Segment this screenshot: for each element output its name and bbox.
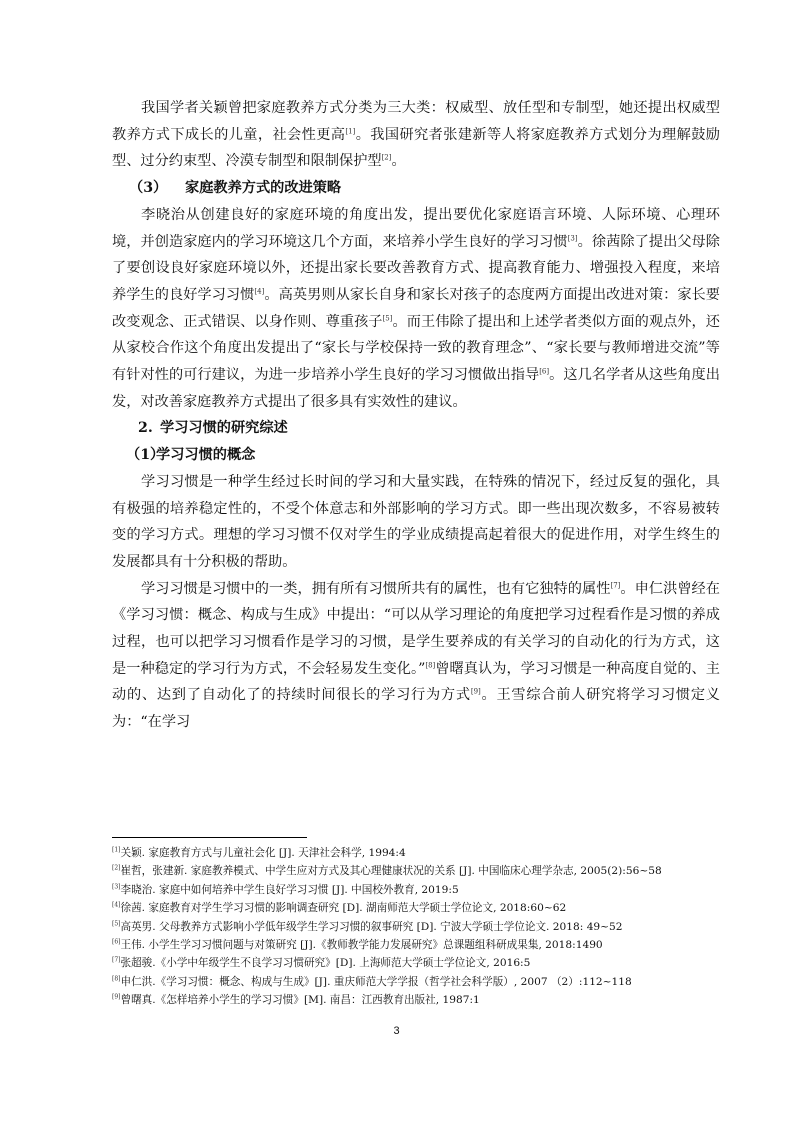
paragraph-text: 。徐茜除了提出父母除了要创设良好家庭环境以外，还提出家长要改善教育方式、提高教育能力、增强投入程度，来培养学生的良好学习习惯 [112, 233, 720, 303]
footnote-entry [112, 918, 752, 936]
footnote-reference[interactable]: [1] [345, 126, 356, 135]
footnote-text: 李晓治. 家庭中如何培养中学生良好学习习惯 [J]. 中国校外教育, 2019:5 [120, 883, 459, 896]
paragraph-text: 曾曙真认为，学习习惯是一种高度自觉的、主动的、达到了自动化了的持续时间很长的学习行为方式 [112, 660, 720, 704]
section-heading-learning-habits-review [112, 415, 720, 442]
footnote-entry [112, 899, 752, 917]
footnote-reference[interactable]: [9] [470, 687, 481, 696]
paragraph-text: 。这几名学者从这些角度出发，对改善家庭教养方式提出了很多具有实效性的建议。 [112, 367, 720, 410]
footnote-text: 高英男. 父母教养方式影响小学低年级学生学习习惯的叙事研究 [D]. 宁波大学硕士学位论文. 2018: 49~52 [120, 920, 623, 933]
footnote-reference[interactable]: [8] [425, 661, 436, 670]
heading-number: （3） [129, 180, 168, 197]
heading-title: 学习习惯的研究综述 [160, 420, 288, 437]
paragraph-group-strategies [112, 202, 720, 416]
page-number: 3 [393, 1025, 400, 1037]
heading-number: 2. [138, 420, 153, 437]
footnote-mark: [7] [112, 956, 121, 964]
heading-title: 家庭教养方式的改进策略 [185, 180, 342, 197]
paragraph-text: 。王雪综合前人研究将学习习惯定义为：“在学习 [112, 687, 720, 731]
footnote-text: 徐茜. 家庭教育对学生学习习惯的影响调查研究 [D]. 湖南师范大学硕士学位论文, 2018:60~62 [120, 902, 567, 915]
footnote-mark: [4] [112, 901, 121, 909]
footnote-reference[interactable]: [7] [610, 580, 621, 589]
body-paragraph [112, 576, 720, 736]
footnote-entry [112, 862, 752, 880]
paragraph-text: 。 [391, 153, 406, 170]
footnote-text: 张超骏.《小学中年级学生不良学习习惯研究》[D]. 上海师范大学硕士学位论文, 2016:5 [120, 957, 531, 970]
footnote-entry [112, 881, 752, 899]
footnote-mark: [8] [112, 975, 121, 983]
footnote-text: 申仁洪.《学习习惯：概念、构成与生成》[J]. 重庆师范大学学报（哲学社会科学版）, 2007 （2）:112~118 [120, 975, 632, 988]
footnote-text: 崔哲，张建新. 家庭教养模式、中学生应对方式及其心理健康状况的关系 [J]. 中国临床心理学杂志, 2005(2):56~58 [120, 865, 662, 878]
paragraph-text: 。申仁洪曾经在《学习习惯：概念、构成与生成》中提出：“可以从学习理论的角度把学习过程看作是习惯的养成过程，也可以把学习习惯看作是学习的习惯，是学生要养成的有关学习的自动化的行为方式，这是一种稳定的学习行为方式，不会轻易发生变化。” [112, 580, 720, 677]
footnote-mark: [3] [112, 883, 121, 891]
footnote-mark: [6] [112, 938, 121, 946]
body-paragraph [112, 469, 720, 576]
body-text [112, 95, 720, 736]
footnote-mark: [1] [112, 846, 121, 854]
footnote-reference[interactable]: [5] [382, 313, 393, 322]
paragraph-text: 学习习惯是一种学生经过长时间的学习和大量实践，在特殊的情况下，经过反复的强化，具有极强的培养稳定性的，不受个体意志和外部影响的学习方式。即一些出现次数多，不容易被转变的学习方式。理想的学习习惯不仅对学生的学业成绩提高起着很大的促进作用，对学生终生的发展都具有十分积极的帮助。 [112, 473, 720, 570]
body-paragraph [112, 95, 720, 175]
heading-number: （1） [126, 447, 165, 464]
paragraph-text: 李晓治从创建良好的家庭环境的角度出发，提出要优化家庭语言环境、人际环境、心理环境，并创造家庭内的学习环境这几个方面，来培养小学生良好的学习习惯 [112, 206, 720, 250]
footnote-reference[interactable]: [3] [567, 233, 578, 242]
footnote-mark: [9] [112, 993, 121, 1001]
footnote-text: 王伟. 小学生学习习惯问题与对策研究 [J].《教师教学能力发展研究》总课题组科研成果集, 2018:1490 [120, 939, 603, 952]
footnote-mark: [5] [112, 920, 121, 928]
paragraph-group-concept [112, 469, 720, 736]
footnotes [112, 844, 752, 1010]
paragraph-group-classification [112, 95, 720, 175]
paragraph-text: 学习习惯是习惯中的一类，拥有所有习惯所共有的属性，也有它独特的属性 [141, 580, 611, 597]
footnote-text: 关颖. 家庭教育方式与儿童社会化 [J]. 天津社会科学, 1994:4 [120, 847, 406, 859]
footnote-text: 曾曙真.《怎样培养小学生的学习习惯》[M]. 南昌：江西教育出版社, 1987:1 [120, 994, 480, 1007]
footnote-entry [112, 936, 752, 954]
paragraph-text: 。而王伟除了提出和上述学者类似方面的观点外，还从家校合作这个角度出发提出了“家长与学校保持一致的教育理念”、“家长要与教师增进交流”等有针对性的可行建议，为进一步培养小学生良好的学习习惯做出指导 [112, 313, 720, 384]
footnote-entry [112, 991, 752, 1009]
body-paragraph [112, 202, 720, 416]
footnote-entry [112, 973, 752, 991]
footnote-separator [112, 837, 307, 838]
footnote-reference[interactable]: [4] [254, 287, 265, 296]
paragraph-text: 。我国研究者张建新等人将家庭教养方式划分为理解鼓励型、过分约束型、冷漠专制型和限制保护型 [112, 126, 720, 170]
footnote-mark: [2] [112, 864, 121, 872]
paragraph-text: 。高英男则从家长自身和家长对孩子的态度两方面提出改进对策：家长要改变观念、正式错误、以身作则、尊重孩子 [112, 286, 720, 330]
footnote-reference[interactable]: [2] [381, 153, 392, 162]
heading-title: 学习习惯的概念 [156, 447, 256, 464]
footnote-reference[interactable]: [6] [539, 367, 550, 376]
footnote-entry [112, 844, 752, 862]
paragraph-text: 我国学者关颖曾把家庭教养方式分类为三大类：权威型、放任型和专制型，她还提出权威型教养方式下成长的儿童，社会性更高 [112, 100, 720, 143]
section-heading-learning-habits-concept [112, 442, 720, 469]
footnote-entry [112, 954, 752, 972]
section-heading-improvement-strategies [112, 175, 720, 202]
